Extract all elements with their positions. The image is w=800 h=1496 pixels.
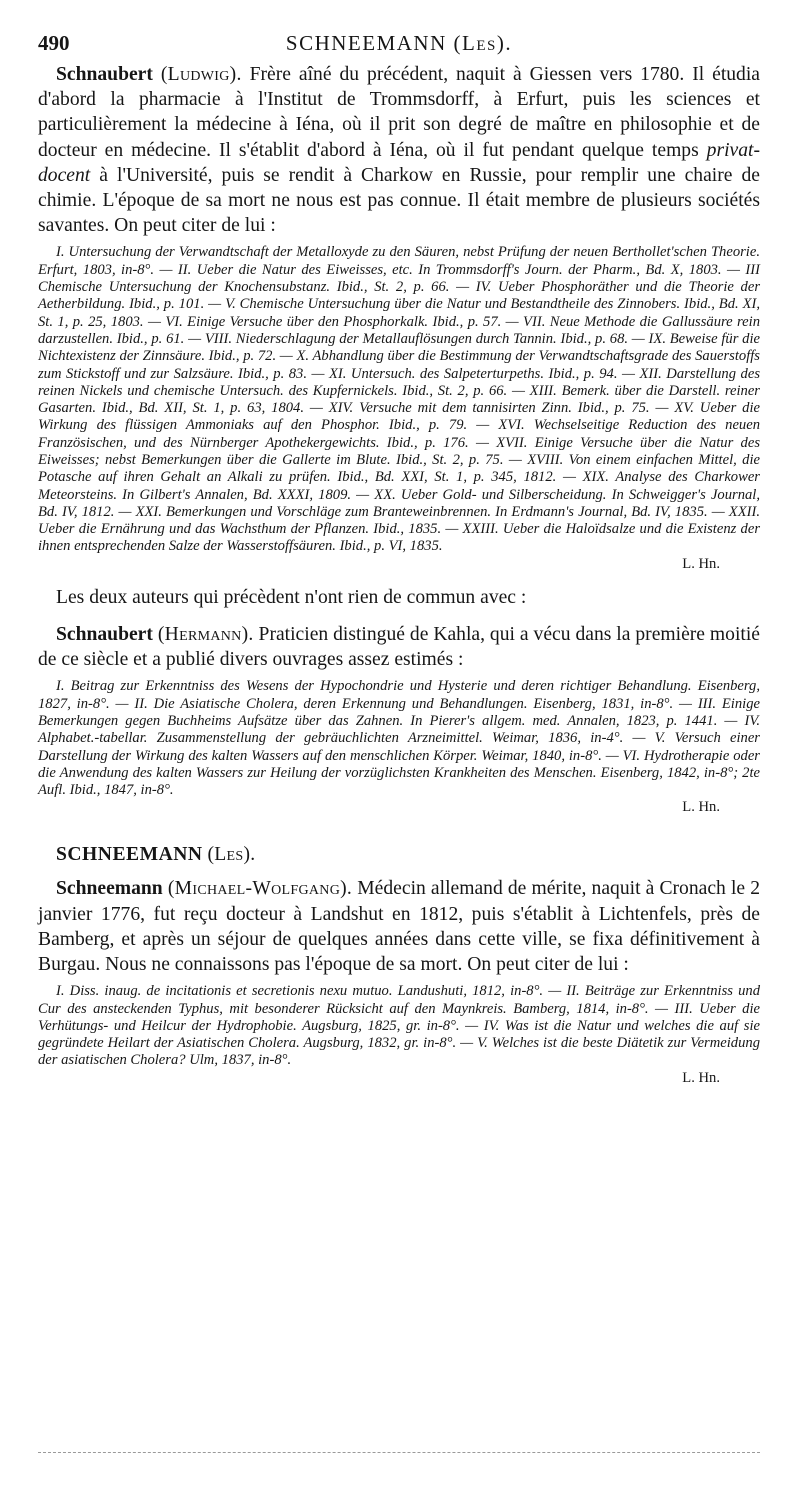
entry-text: Médecin allemand de mérite, naquit à Cronach le 2 janvier 1776, fut reçu docteur à Landshut en 1812, puis s'établit à Lichtenfels, près de Bamberg, et après un séjour de quelques années dans cette ville, se fixa définitivement à Burgau. Nous ne connaissons pas l'époque de sa mort. On peut citer de lui : xyxy=(38,878,760,976)
author-signature: L. Hn. xyxy=(682,799,720,816)
bibliography-list: I. Diss. inaug. de incitationis et secretionis nexu mutuo. Landushuti, 1812, in-8°. — II. Beiträge zur Erkenntniss und Cur des ansteckenden Typhus, mit besonderer Rücksicht auf den Maynkreis. Bamberg, 1814, in-8°. — III. Ueber die Verhütungs- und Heilcur der Hydrophobie. Augsburg, 1825, gr. in-8°. — IV. Was ist die Natur und welches die auf sie gegründete Heilart der Asiatischen Cholera. Augsburg, 1832, gr. in-8°. — V. Welches ist die beste Diätetik zur Vermeidung der asiatischen Cholera? Ulm, 1837, in-8°. xyxy=(38,983,760,1069)
entry-author-given: (Michael-Wolfgang). xyxy=(167,878,353,900)
entry-author-surname: Schneemann xyxy=(56,878,163,900)
author-signature: L. Hn. xyxy=(682,555,720,572)
page-number: 490 xyxy=(38,31,70,55)
bottom-rule xyxy=(38,1452,760,1453)
page-header xyxy=(38,26,760,60)
entry-schneemann-michael xyxy=(38,876,760,977)
page-body xyxy=(38,62,760,1087)
section-heading-title: SCHNEEMANN xyxy=(56,844,203,866)
running-head-paren: (Les). xyxy=(453,31,513,55)
author-signature: L. Hn. xyxy=(682,1069,720,1086)
entry-text: Frère aîné du précédent, naquit à Giessen vers 1780. Il étudia d'abord la pharmacie à l'Institut de Trommsdorff, à Erfurt, puis les sciences et particulièrement la médecine à Iéna, où il prit son degré de maître en philosophie et de docteur en médecine. Il s'établit d'abord à Iéna, où il fut pendant quelque temps xyxy=(38,64,760,161)
section-heading-paren: (Les). xyxy=(207,844,256,866)
entry-schnaubert-hermann xyxy=(38,622,760,672)
section-heading xyxy=(38,842,760,868)
running-head xyxy=(38,26,760,60)
entry-author-given: (Ludwig). xyxy=(160,64,242,85)
bibliography-list: I. Beitrag zur Erkenntniss des Wesens der Hypochondrie und Hysterie und deren richtiger Behandlung. Eisenberg, 1827, in-8°. — II. Die Asiatische Cholera, deren Erkennung und Behandlungen. Eisenberg, 1831, in-8°. — III. Einige Bemerkungen gegen Buchheims Aufsätze über das Zahnen. In Pierer's allgem. med. Annalen, 1823, p. 1441. — IV. Alphabet.-tabellar. Zusammenstellung der gebräuchlichten Arzneimittel. Weimar, 1836, in-4°. — V. Versuch einer Darstellung der Wirkung des kalten Wassers auf den menschlichen Körper. Weimar, 1840, in-8°. — VI. Hydrotherapie oder die Anwendung des kalten Wassers zur Heilung der vorzüglichsten Krankheiten des Menschen. Eisenberg, 1842, in-8°; 2te Aufl. Ibid., 1847, in-8°. xyxy=(38,678,760,799)
entry-text-end: à l'Université, puis se rendit à Charkow en Russie, pour remplir une chaire de chimie. L'époque de sa mort ne nous est pas connue. Il était membre de plusieurs sociétés savantes. On peut citer de lui : xyxy=(38,164,760,237)
entry-schnaubert-ludwig xyxy=(38,62,760,238)
entry-author-surname: Schnaubert xyxy=(56,623,153,645)
editorial-note: Les deux auteurs qui précèdent n'ont rien de commun avec : xyxy=(56,586,527,608)
entry-text: Praticien distingué de Kahla, qui a vécu dans la première moitié de ce siècle et a publié divers ouvrages assez estimés : xyxy=(38,623,760,671)
entry-author-given: (Hermann). xyxy=(157,623,254,645)
entry-author-surname: Schnaubert xyxy=(56,64,153,85)
bibliography-list: I. Untersuchung der Verwandtschaft der Metalloxyde zu den Säuren, nebst Prüfung der neuen Berthollet'schen Theorie. Erfurt, 1803, in-8°. — II. Ueber die Natur des Eiweisses, etc. In Trommsdorff's Journ. der Pharm., Bd. X, 1803. — III Chemische Untersuchung der Knochensubstanz. Ibid., St. 2, p. 66. — IV. Ueber Phosphoräther und die Theorie der Aetherbildung. Ibid., p. 101. — V. Chemische Untersuchung über die Natur und Bestandtheile des Zinnobers. Ibid., Bd. XI, St. 1, p. 25, 1803. — VI. Einige Versuche über den Phosphorkalk. Ibid., p. 57. — VII. Neue Methode die Gallussäure rein darzustellen. Ibid., p. 61. — VIII. Niederschlagung der Metallauflösungen durch Tannin. Ibid., p. 68. — IX. Beweise für die Nichtexistenz der Zinnsäure. Ibid., p. 72. — X. Abhandlung über die Bestimmung der Verwandtschaftsgrade des Sauerstoffs zum Stickstoff und zur Salzsäure. Ibid., p. 83. — XI. Untersuch. des Salpeterturpeths. Ibid., p. 94. — XII. Darstellung des reinen Nickels und chemische Untersuch. des Kupfernickels. Ibid., St. 2, p. 66. — XIII. Bemerk. über die Darstell. reiner Gasarten. Ibid., Bd. XII, St. 1, p. 63, 1804. — XIV. Versuche mit dem tannisirten Zinn. Ibid., p. 75. — XV. Ueber die Wirkung des flüssigen Ammoniaks auf den Phosphor. Ibid., p. 79. — XVI. Wechselseitige Reduction des neuen Französischen, und des Nürnberger Apothekergewichts. Ibid., p. 176. — XVII. Einige Versuche über die Natur des Eiweisses; nebst Bemerkungen über die Gallerte im Blute. Ibid., St. 2, p. 75. — XVIII. Von einem einfachen Mittel, die Potasche auf ihren Gehalt an Alkali zu prüfen. Ibid., Bd. XXI, St. 1, p. 345, 1812. — XIX. Analyse des Charkower Meteorsteins. In Gilbert's Annalen, Bd. XXXI, 1809. — XX. Ueber Gold- und Silberscheidung. In Schweigger's Journal, Bd. IV, 1812. — XXI. Bemerkungen und Vorschläge zum Branteweinbrennen. In Erdmann's Journal, Bd. IV, 1835. — XXII. Ueber die Ernährung und das Wachsthum der Pflanzen. Ibid., 1835. — XXIII. Ueber die Haloïdsalze und die Existenz der ihnen entsprechenden Salze der Wasserstoffsäuren. Ibid., p. VI, 1835. xyxy=(38,244,760,555)
entry-text-italic: privat-docent xyxy=(38,139,760,186)
running-head-title: SCHNEEMANN xyxy=(285,31,447,55)
